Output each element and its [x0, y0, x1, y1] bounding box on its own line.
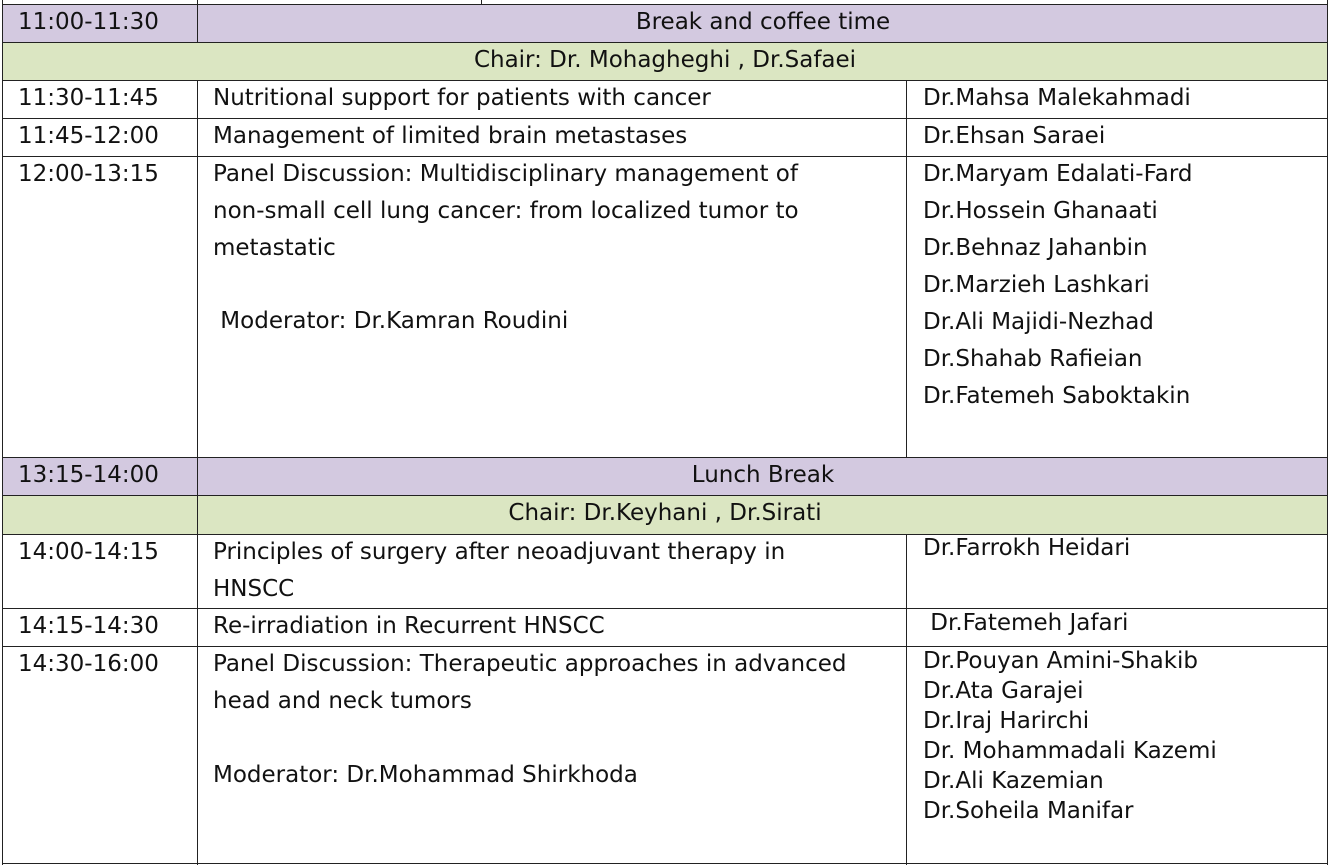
speaker: Dr.Iraj Harirchi	[923, 708, 1090, 734]
table-border	[197, 534, 198, 865]
session-row	[2, 646, 1328, 863]
table-border	[2, 4, 1328, 5]
time-cell: 11:45-12:00	[18, 123, 159, 149]
session-row	[2, 534, 1328, 608]
table-border	[2, 863, 1328, 864]
break-label: Break and coffee time	[635, 9, 891, 35]
table-border	[2, 646, 1328, 647]
title-line: Panel Discussion: Therapeutic approaches in advanced	[213, 651, 847, 677]
break-row	[2, 4, 1328, 42]
table-border	[2, 80, 1328, 81]
speaker: Dr.Marzieh Lashkari	[923, 272, 1150, 298]
time-cell: 12:00-13:15	[18, 161, 159, 187]
table-border	[906, 80, 907, 457]
time-cell: 14:15-14:30	[18, 613, 159, 639]
speaker: Dr.Mahsa Malekahmadi	[923, 85, 1191, 111]
session-title	[198, 646, 908, 863]
table-border	[2, 495, 1328, 496]
chair-row	[2, 495, 1328, 534]
table-border	[2, 457, 1328, 458]
session-row	[2, 156, 1328, 457]
table-border	[2, 42, 1328, 43]
speaker: Dr.Hossein Ghanaati	[923, 198, 1158, 224]
speaker: Dr.Ali Majidi-Nezhad	[923, 309, 1154, 335]
title-line: Principles of surgery after neoadjuvant therapy in	[213, 539, 786, 565]
session-title	[198, 534, 908, 608]
speaker: Dr. Mohammadali Kazemi	[923, 738, 1217, 764]
speaker: Dr.Fatemeh Jafari	[923, 610, 1129, 636]
speaker: Dr.Ehsan Saraei	[923, 123, 1106, 149]
title-line: Panel Discussion: Multidisciplinary management of	[213, 161, 798, 187]
time-cell: 14:00-14:15	[18, 539, 159, 565]
speaker: Dr.Soheila Manifar	[923, 798, 1134, 824]
time-cell: 11:30-11:45	[18, 85, 159, 111]
session-row	[2, 118, 1328, 156]
title-line: metastatic	[213, 235, 336, 261]
session-title	[198, 156, 908, 457]
session-title: Nutritional support for patients with cancer	[213, 85, 711, 111]
chair-label: Chair: Dr.Keyhani , Dr.Sirati	[508, 500, 822, 526]
table-border	[906, 534, 907, 865]
table-border	[1327, 0, 1328, 865]
moderator: Moderator: Dr.Mohammad Shirkhoda	[213, 762, 638, 788]
table-border	[2, 0, 3, 865]
speaker: Dr.Fatemeh Saboktakin	[923, 383, 1191, 409]
speaker: Dr.Shahab Rafieian	[923, 346, 1143, 372]
table-border	[197, 80, 198, 534]
time-cell: 13:15-14:00	[18, 462, 159, 488]
speaker-list	[908, 156, 1328, 457]
table-border	[2, 118, 1328, 119]
speaker: Dr.Farrokh Heidari	[923, 535, 1131, 561]
title-line: head and neck tumors	[213, 688, 472, 714]
table-border	[2, 156, 1328, 157]
table-border	[2, 534, 1328, 535]
speaker: Dr.Pouyan Amini-Shakib	[923, 648, 1199, 674]
speaker-list	[908, 646, 1328, 863]
speaker: Dr.Ata Garajei	[923, 678, 1084, 704]
time-cell: 14:30-16:00	[18, 651, 159, 677]
title-line: non-small cell lung cancer: from localized tumor to	[213, 198, 799, 224]
session-title: Management of limited brain metastases	[213, 123, 688, 149]
time-cell: 11:00-11:30	[18, 9, 159, 35]
speaker: Dr.Maryam Edalati-Fard	[923, 161, 1193, 187]
table-border	[2, 608, 1328, 609]
moderator: Moderator: Dr.Kamran Roudini	[213, 308, 569, 334]
session-title: Re-irradiation in Recurrent HNSCC	[213, 613, 605, 639]
session-row	[2, 80, 1328, 118]
speaker: Dr.Behnaz Jahanbin	[923, 235, 1148, 261]
session-row	[2, 608, 1328, 646]
break-label: Lunch Break	[691, 462, 835, 488]
title-line: HNSCC	[213, 576, 295, 602]
table-border	[197, 0, 198, 42]
chair-row	[2, 42, 1328, 80]
chair-label: Chair: Dr. Mohagheghi , Dr.Safaei	[473, 47, 857, 73]
speaker: Dr.Ali Kazemian	[923, 768, 1104, 794]
break-row	[2, 457, 1328, 495]
